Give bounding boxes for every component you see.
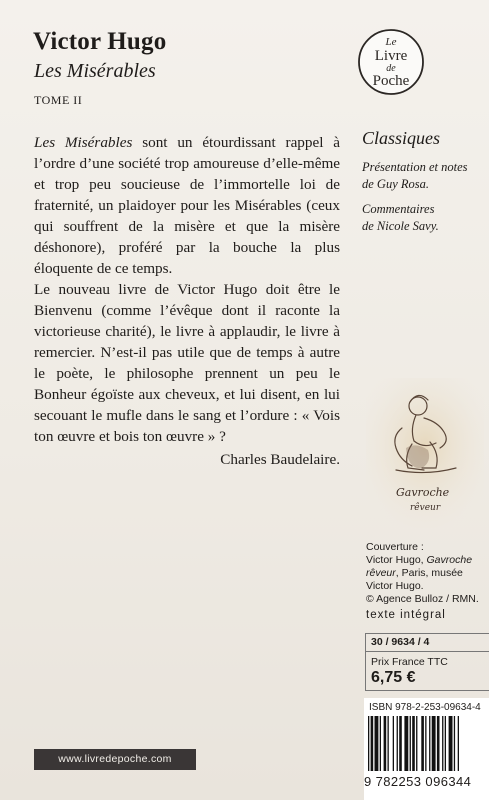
cover-work-title: Gavroche rêveur <box>366 554 473 579</box>
barcode-bar <box>410 716 411 771</box>
cover-label: Couverture : <box>366 541 424 553</box>
catalog-code: 30 / 9634 / 4 <box>371 636 430 648</box>
price-value: 6,75 € <box>371 669 416 686</box>
blurb-paragraph-1-text: sont un étourdissant rappel à l’ordre d’une société trop amoureuse d’elle-même et trop peu soucieuse de l’immortelle loi de fraternité, un plaidoyer pour les Misérables (ceux qui souffrent de la misère et que la misère déshonore), proféré par la bouche la plus éloquente de ce temps. <box>34 134 341 277</box>
sketch-inscription-2: rêveur <box>410 503 441 513</box>
cover-location: , Paris, musée Victor Hugo. <box>366 567 463 592</box>
logo-text-le: Le <box>385 36 397 48</box>
barcode-bar <box>388 716 389 771</box>
barcode-bar <box>421 716 424 771</box>
presentation-line-1: Présentation et notes <box>362 160 468 174</box>
barcode-bar <box>404 716 408 771</box>
barcode-bar <box>380 716 381 771</box>
edition-note: texte intégral <box>366 609 446 621</box>
barcode-bar <box>368 716 369 771</box>
author-name: Victor Hugo <box>33 28 167 55</box>
price-label: Prix France TTC <box>371 656 448 668</box>
barcode-bar <box>449 716 453 771</box>
barcode-bar <box>375 716 379 771</box>
barcode-bar <box>442 716 443 771</box>
blurb-title-italic: Les Misérables <box>34 134 133 151</box>
barcode-bar <box>432 716 436 771</box>
barcode-bar <box>429 716 430 771</box>
barcode-bar <box>393 716 394 771</box>
isbn-label: ISBN 978-2-253-09634-4 <box>369 702 481 713</box>
price-divider <box>366 651 489 652</box>
blurb-signature: Charles Baudelaire. <box>220 451 340 468</box>
blurb-paragraph-1 <box>34 132 340 279</box>
volume-label: TOME II <box>34 93 83 107</box>
barcode-panel <box>364 698 489 800</box>
blurb-paragraph-2: Le nouveau livre de Victor Hugo doit être le Bienvenu (comme l’évêque dont il raconte la victorieuse charité), le livre à applaudir, le livre à remercier. N’est-il pas utile que de temps à autre le poète, le philosophe prennent un peu le Bonheur égoïste aux cheveux, et lui disent, en lui secouant le mufle dans le sang et l’ordure : « Vois ton œuvre et bois ton œuvre » ? <box>34 281 340 445</box>
barcode-bar <box>397 716 398 771</box>
logo-text-de: de <box>386 63 396 74</box>
commentary-line-1: Commentaires <box>362 202 435 216</box>
presentation-line-2: de Guy Rosa. <box>362 177 429 191</box>
gavroche-sketch-image <box>366 378 484 528</box>
barcode-bar <box>458 716 459 771</box>
logo-text-poche: Poche <box>372 73 410 89</box>
barcode-bar <box>445 716 446 771</box>
sketch-inscription-1: Gavroche <box>396 486 450 499</box>
price-box <box>365 633 489 691</box>
barcode-bar <box>425 716 426 771</box>
logo-text-livre: Livre <box>374 48 408 64</box>
commentary-credit <box>362 201 487 235</box>
barcode-bar <box>454 716 455 771</box>
cover-credit <box>366 541 486 606</box>
livre-de-poche-logo <box>357 28 425 96</box>
barcode-bar <box>384 716 387 771</box>
website-url: www.livredepoche.com <box>34 749 196 770</box>
back-cover-blurb <box>34 132 340 470</box>
book-title: Les Misérables <box>34 60 156 82</box>
barcode-bar <box>371 716 374 771</box>
barcode-bar <box>412 716 415 771</box>
cover-author: Victor Hugo, <box>366 554 427 566</box>
barcode-bars <box>368 716 489 771</box>
sidebar <box>362 128 487 243</box>
commentary-line-2: de Nicole Savy. <box>362 219 439 233</box>
barcode-bar <box>437 716 440 771</box>
presentation-credit <box>362 159 487 193</box>
barcode-bar <box>399 716 402 771</box>
collection-name: Classiques <box>362 128 441 148</box>
cover-copyright: © Agence Bulloz / RMN. <box>366 593 479 605</box>
barcode-digits: 9 782253 096344 <box>364 774 472 789</box>
barcode-bar <box>416 716 417 771</box>
